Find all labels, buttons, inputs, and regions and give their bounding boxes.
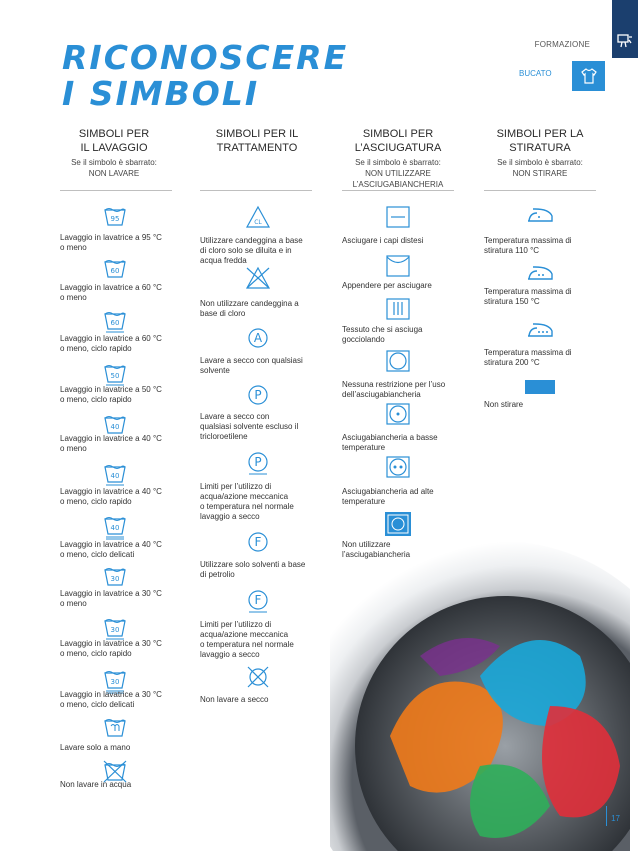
drying-label: [342, 236, 452, 246]
svg-text:P: P: [254, 455, 262, 469]
treatment-label: [200, 299, 310, 319]
divider: [200, 190, 312, 191]
label-line: Utilizzare solo solventi a base: [200, 560, 306, 569]
wash-label: [60, 639, 170, 659]
svg-text:CL: CL: [254, 219, 262, 226]
wash-label: [60, 334, 170, 354]
wash-40-gentle-icon: [102, 462, 128, 488]
column-subtitle: Se il simbolo è sbarrato: NON STIRARE: [497, 158, 583, 178]
label-line: gocciolando: [342, 335, 385, 344]
svg-text:F: F: [254, 535, 262, 549]
label-line: lavaggio a secco: [200, 512, 260, 521]
label-line: Temperatura massima di: [484, 348, 572, 357]
label-line: stiratura 110 °C: [484, 246, 540, 255]
subsection-label: BUCATO: [519, 69, 552, 78]
label-line: o meno: [60, 293, 87, 302]
column-header-treatment: [187, 127, 327, 155]
drying-label: [342, 281, 452, 291]
label-line: Non utilizzare candeggina a: [200, 299, 299, 308]
svg-text:40: 40: [110, 423, 120, 431]
wash-40-delicate-icon: [102, 514, 128, 540]
ironing-label: [484, 400, 594, 410]
wash-95-icon: [102, 205, 128, 231]
label-line: Lavare a secco con: [200, 412, 270, 421]
label-line: Asciugabiancheria a basse: [342, 433, 438, 442]
tumble-dry-high-icon: [385, 455, 411, 479]
label-line: l’asciugabiancheria: [342, 550, 411, 559]
wash-label: [60, 540, 170, 560]
bleach-cl-icon: [245, 205, 271, 231]
hand-wash-icon: [102, 716, 128, 742]
svg-text:30: 30: [110, 626, 120, 634]
drying-label: [342, 325, 452, 345]
no-tumble-dry-icon: [385, 512, 411, 536]
drip-dry-icon: [385, 297, 411, 321]
label-line: Lavaggio in lavatrice a 95 °C: [60, 233, 162, 242]
iron-low-icon: [525, 205, 555, 225]
dry-clean-f-icon: [245, 530, 271, 556]
label-line: temperature: [342, 497, 386, 506]
page-title-line2: I SIMBOLI: [62, 74, 260, 113]
no-dry-clean-icon: [245, 665, 271, 691]
dry-clean-f-gentle-icon: [245, 588, 271, 614]
divider: [60, 190, 172, 191]
label-line: Appendere per asciugare: [342, 281, 432, 290]
label-line: Utilizzare candeggina a base: [200, 236, 303, 245]
treatment-label: [200, 695, 310, 705]
label-line: di cloro solo se diluita e in: [200, 246, 292, 255]
column-header-washing: [44, 127, 184, 179]
label-line: Temperatura massima di: [484, 236, 572, 245]
column-header-ironing: [470, 127, 610, 179]
svg-text:30: 30: [110, 678, 120, 686]
label-line: tricloroetilene: [200, 432, 248, 441]
wash-60-icon: [102, 257, 128, 283]
label-line: acqua fredda: [200, 256, 247, 265]
tumble-dry-icon: [385, 349, 411, 373]
label-line: stiratura 200 °C: [484, 358, 540, 367]
treatment-label: [200, 356, 310, 376]
label-line: Non lavare in acqua: [60, 780, 132, 789]
no-bleach-icon: [245, 266, 271, 292]
label-line: Non utilizzare: [342, 540, 391, 549]
drying-label: [342, 433, 452, 453]
label-line: dell’asciugabiancheria: [342, 390, 421, 399]
svg-text:40: 40: [110, 524, 120, 532]
column-title: TRATTAMENTO: [216, 142, 298, 154]
wash-label: [60, 780, 170, 790]
column-subtitle: Se il simbolo è sbarrato: NON UTILIZZARE L’ASCIUGABIANCHERIA: [352, 158, 444, 189]
page-title: [62, 40, 348, 112]
page-title-line1: RICONOSCERE: [62, 38, 349, 77]
label-line: Lavaggio in lavatrice a 30 °C: [60, 589, 162, 598]
wash-label: [60, 589, 170, 609]
dry-clean-p-gentle-icon: [245, 450, 271, 476]
label-line: o temperatura nel normale: [200, 640, 294, 649]
ironing-label: [484, 287, 594, 307]
label-line: Nessuna restrizione per l’uso: [342, 380, 446, 389]
column-title: SIMBOLI PER: [78, 128, 150, 140]
wash-label: [60, 385, 170, 405]
ironing-label: [484, 348, 594, 368]
label-line: o meno: [60, 243, 87, 252]
label-line: stiratura 150 °C: [484, 297, 540, 306]
iron-medium-icon: [525, 263, 555, 283]
label-line: o meno, ciclo rapido: [60, 395, 132, 404]
label-line: Non lavare a secco: [200, 695, 269, 704]
svg-text:P: P: [254, 388, 262, 402]
label-line: acqua/azione meccanica: [200, 630, 289, 639]
treatment-label: [200, 236, 310, 266]
page-number-rule: [606, 806, 607, 826]
label-line: solvente: [200, 366, 230, 375]
wash-label: [60, 487, 170, 507]
label-line: di petrolio: [200, 570, 235, 579]
svg-text:A: A: [253, 331, 263, 345]
label-line: o meno, ciclo rapido: [60, 497, 132, 506]
svg-text:50: 50: [110, 372, 120, 380]
label-line: Asciugare i capi distesi: [342, 236, 424, 245]
label-line: Non stirare: [484, 400, 524, 409]
label-line: Limiti per l’utilizzo di: [200, 482, 272, 491]
section-tab: [612, 0, 638, 58]
wash-60-gentle-icon: [102, 309, 128, 335]
no-iron-icon: [525, 378, 555, 398]
column-subtitle: Se il simbolo è sbarrato: NON LAVARE: [71, 158, 157, 178]
column-title: SIMBOLI PER IL: [215, 128, 299, 140]
dry-flat-icon: [385, 205, 411, 229]
label-line: Temperatura massima di: [484, 287, 572, 296]
column-title: L’ASCIUGATURA: [354, 142, 442, 154]
label-line: o temperatura nel normale: [200, 502, 294, 511]
wash-label: [60, 434, 170, 454]
svg-text:60: 60: [110, 267, 120, 275]
svg-text:40: 40: [110, 472, 120, 480]
ironing-label: [484, 236, 594, 256]
label-line: Asciugabiancheria ad alte: [342, 487, 434, 496]
column-title: STIRATURA: [509, 142, 571, 154]
column-header-drying: [328, 127, 468, 190]
label-line: Lavare solo a mano: [60, 743, 131, 752]
label-line: Lavaggio in lavatrice a 40 °C: [60, 434, 162, 443]
label-line: Lavaggio in lavatrice a 40 °C: [60, 540, 162, 549]
label-line: acqua/azione meccanica: [200, 492, 289, 501]
column-title: SIMBOLI PER LA: [496, 128, 584, 140]
divider: [484, 190, 596, 191]
svg-text:30: 30: [110, 575, 120, 583]
divider: [342, 190, 454, 191]
line-dry-icon: [385, 254, 411, 278]
label-line: Lavaggio in lavatrice a 60 °C: [60, 334, 162, 343]
tumble-dry-low-icon: [385, 402, 411, 426]
label-line: lavaggio a secco: [200, 650, 260, 659]
column-title: IL LAVAGGIO: [80, 142, 148, 154]
label-line: o meno, ciclo rapido: [60, 344, 132, 353]
shirt-icon: [581, 68, 597, 84]
dry-clean-a-icon: [245, 326, 271, 352]
wash-label: [60, 233, 170, 253]
shirt-badge: [572, 61, 605, 91]
label-line: base di cloro: [200, 309, 246, 318]
dry-clean-p-icon: [245, 383, 271, 409]
washing-machine-photo: [330, 536, 630, 851]
label-line: Lavare a secco con qualsiasi: [200, 356, 303, 365]
page-number: 17: [611, 814, 620, 823]
label-line: Lavaggio in lavatrice a 60 °C: [60, 283, 162, 292]
label-line: qualsiasi solvente escluso il: [200, 422, 299, 431]
treatment-label: [200, 560, 310, 580]
treatment-label: [200, 482, 310, 522]
section-label: FORMAZIONE: [534, 40, 590, 49]
svg-text:60: 60: [110, 319, 120, 327]
label-line: Lavaggio in lavatrice a 30 °C: [60, 639, 162, 648]
label-line: o meno: [60, 599, 87, 608]
column-title: SIMBOLI PER: [362, 128, 434, 140]
label-line: o meno, ciclo delicati: [60, 550, 135, 559]
svg-text:F: F: [254, 593, 262, 607]
label-line: Lavaggio in lavatrice a 40 °C: [60, 487, 162, 496]
label-line: Tessuto che si asciuga: [342, 325, 423, 334]
label-line: o meno: [60, 444, 87, 453]
wash-label: [60, 283, 170, 303]
label-line: Limiti per l’utilizzo di: [200, 620, 272, 629]
label-line: temperature: [342, 443, 386, 452]
label-line: Lavaggio in lavatrice a 30 °C: [60, 690, 162, 699]
drying-label: [342, 540, 452, 560]
wash-label: [60, 690, 170, 710]
label-line: o meno, ciclo delicati: [60, 700, 135, 709]
wash-label: [60, 743, 170, 753]
treatment-label: [200, 412, 310, 442]
iron-high-icon: [525, 320, 555, 340]
label-line: Lavaggio in lavatrice a 50 °C: [60, 385, 162, 394]
svg-text:95: 95: [110, 215, 120, 223]
drying-label: [342, 487, 452, 507]
drying-label: [342, 380, 452, 400]
label-line: o meno, ciclo rapido: [60, 649, 132, 658]
laundry-board-icon: [617, 34, 633, 48]
treatment-label: [200, 620, 310, 660]
wash-30-icon: [102, 565, 128, 591]
